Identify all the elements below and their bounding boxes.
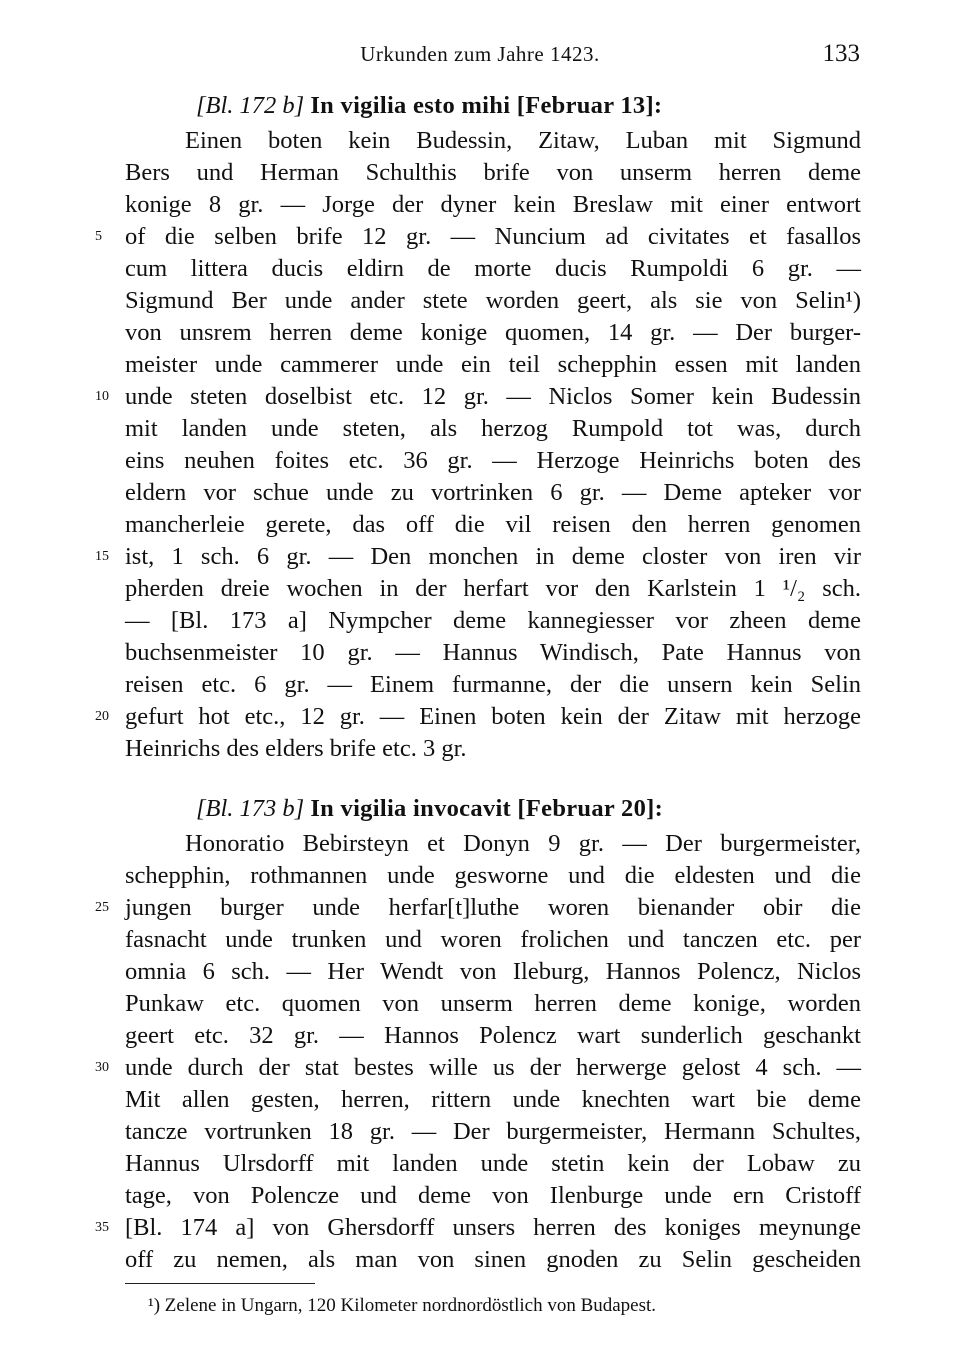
text-line: buchsenmeister 10 gr. — Hannus Windisch, Pate Hannus von bbox=[125, 639, 861, 666]
page-header bbox=[0, 40, 960, 70]
text-line: omnia 6 sch. — Her Wendt von Ileburg, Hannos Polencz, Niclos bbox=[125, 958, 861, 985]
text-line: unde durch der stat bestes wille us der herwerge gelost 4 sch. — bbox=[125, 1054, 861, 1081]
line-number: 25 bbox=[95, 900, 109, 915]
text-line: cum littera ducis eldirn de morte ducis Rumpoldi 6 gr. — bbox=[125, 255, 861, 282]
text-line: pherden dreie wochen in der herfart vor den Karlstein 1 ¹/₂ sch. bbox=[125, 575, 861, 602]
text-line: Mit allen gesten, herren, rittern unde knechten wart bie deme bbox=[125, 1086, 861, 1113]
text-line: of die selben brife 12 gr. — Nuncium ad civitates et fasallos bbox=[125, 223, 861, 250]
text-line: ist, 1 sch. 6 gr. — Den monchen in deme closter von iren vir bbox=[125, 543, 861, 570]
text-line: Honoratio Bebirsteyn et Donyn 9 gr. — Der burgermeister, bbox=[185, 830, 861, 857]
text-line: gefurt hot etc., 12 gr. — Einen boten kein der Zitaw mit herzoge bbox=[125, 703, 861, 730]
footnote-rule bbox=[125, 1283, 315, 1284]
text-line: [Bl. 174 a] von Ghersdorff unsers herren des koniges meynunge bbox=[125, 1214, 861, 1241]
running-title: Urkunden zum Jahre 1423. bbox=[360, 42, 600, 66]
text-line: tancze vortrunken 18 gr. — Der burgermeister, Hermann Schultes, bbox=[125, 1118, 861, 1145]
text-line: Bers und Herman Schulthis brife von unserm herren deme bbox=[125, 159, 861, 186]
heading-text: In vigilia esto mihi [Februar 13]: bbox=[310, 92, 663, 119]
text-line: eldern vor schue unde zu vortrinken 6 gr. — Deme apteker vor bbox=[125, 479, 861, 506]
text-line: fasnacht unde trunken und woren frolichen und tanczen etc. per bbox=[125, 926, 861, 953]
heading-text: In vigilia invocavit [Februar 20]: bbox=[310, 795, 664, 822]
text-line: geert etc. 32 gr. — Hannos Polencz wart sunderlich geschankt bbox=[125, 1022, 861, 1049]
page-number: 133 bbox=[822, 40, 860, 67]
text-line: tage, von Polencze und deme von Ilenburge unde ern Cristoff bbox=[125, 1182, 861, 1209]
text-line: schepphin, rothmannen unde gesworne und die eldesten und die bbox=[125, 862, 861, 889]
text-line: von unsrem herren deme konige quomen, 14 gr. — Der burger- bbox=[125, 319, 861, 346]
text-line: konige 8 gr. — Jorge der dyner kein Breslaw mit einer entwort bbox=[125, 191, 861, 218]
line-number: 30 bbox=[95, 1060, 109, 1075]
folio-reference: [Bl. 173 b] bbox=[196, 795, 305, 822]
text-line: reisen etc. 6 gr. — Einem furmanne, der die unsern kein Selin bbox=[125, 671, 861, 698]
text-line: Sigmund Ber unde ander stete worden geert, als sie von Selin¹) bbox=[125, 287, 861, 314]
text-line: Punkaw etc. quomen von unserm herren deme konige, worden bbox=[125, 990, 861, 1017]
text-line: meister unde cammerer unde ein teil schepphin essen mit landen bbox=[125, 351, 861, 378]
line-number: 20 bbox=[95, 709, 109, 724]
folio-reference: [Bl. 172 b] bbox=[196, 92, 305, 119]
text-line: — [Bl. 173 a] Nympcher deme kannegiesser vor zheen deme bbox=[125, 607, 861, 634]
text-line: unde steten doselbist etc. 12 gr. — Niclos Somer kein Budessin bbox=[125, 383, 861, 410]
footnote: ¹) Zelene in Ungarn, 120 Kilometer nordnordöstlich von Budapest. bbox=[148, 1295, 657, 1316]
text-line: Einen boten kein Budessin, Zitaw, Luban mit Sigmund bbox=[185, 127, 861, 154]
line-number: 5 bbox=[95, 229, 102, 244]
text-line: eins neuhen foites etc. 36 gr. — Herzoge Heinrichs boten des bbox=[125, 447, 861, 474]
text-line: off zu nemen, als man von sinen gnoden zu Selin gescheiden bbox=[125, 1246, 861, 1273]
text-line: Hannus Ulrsdorff mit landen unde stetin kein der Lobaw zu bbox=[125, 1150, 861, 1177]
text-line: mit landen unde steten, als herzog Rumpold tot was, durch bbox=[125, 415, 861, 442]
text-line: jungen burger unde herfar[t]luthe woren bienander obir die bbox=[125, 894, 861, 921]
line-number: 15 bbox=[95, 549, 109, 564]
line-number: 10 bbox=[95, 389, 109, 404]
line-number: 35 bbox=[95, 1220, 109, 1235]
text-line: mancherleie gerete, das off die vil reisen den herren genomen bbox=[125, 511, 861, 538]
section-heading bbox=[196, 793, 861, 825]
text-line: Heinrichs des elders brife etc. 3 gr. bbox=[125, 735, 467, 762]
section-heading bbox=[196, 90, 861, 122]
